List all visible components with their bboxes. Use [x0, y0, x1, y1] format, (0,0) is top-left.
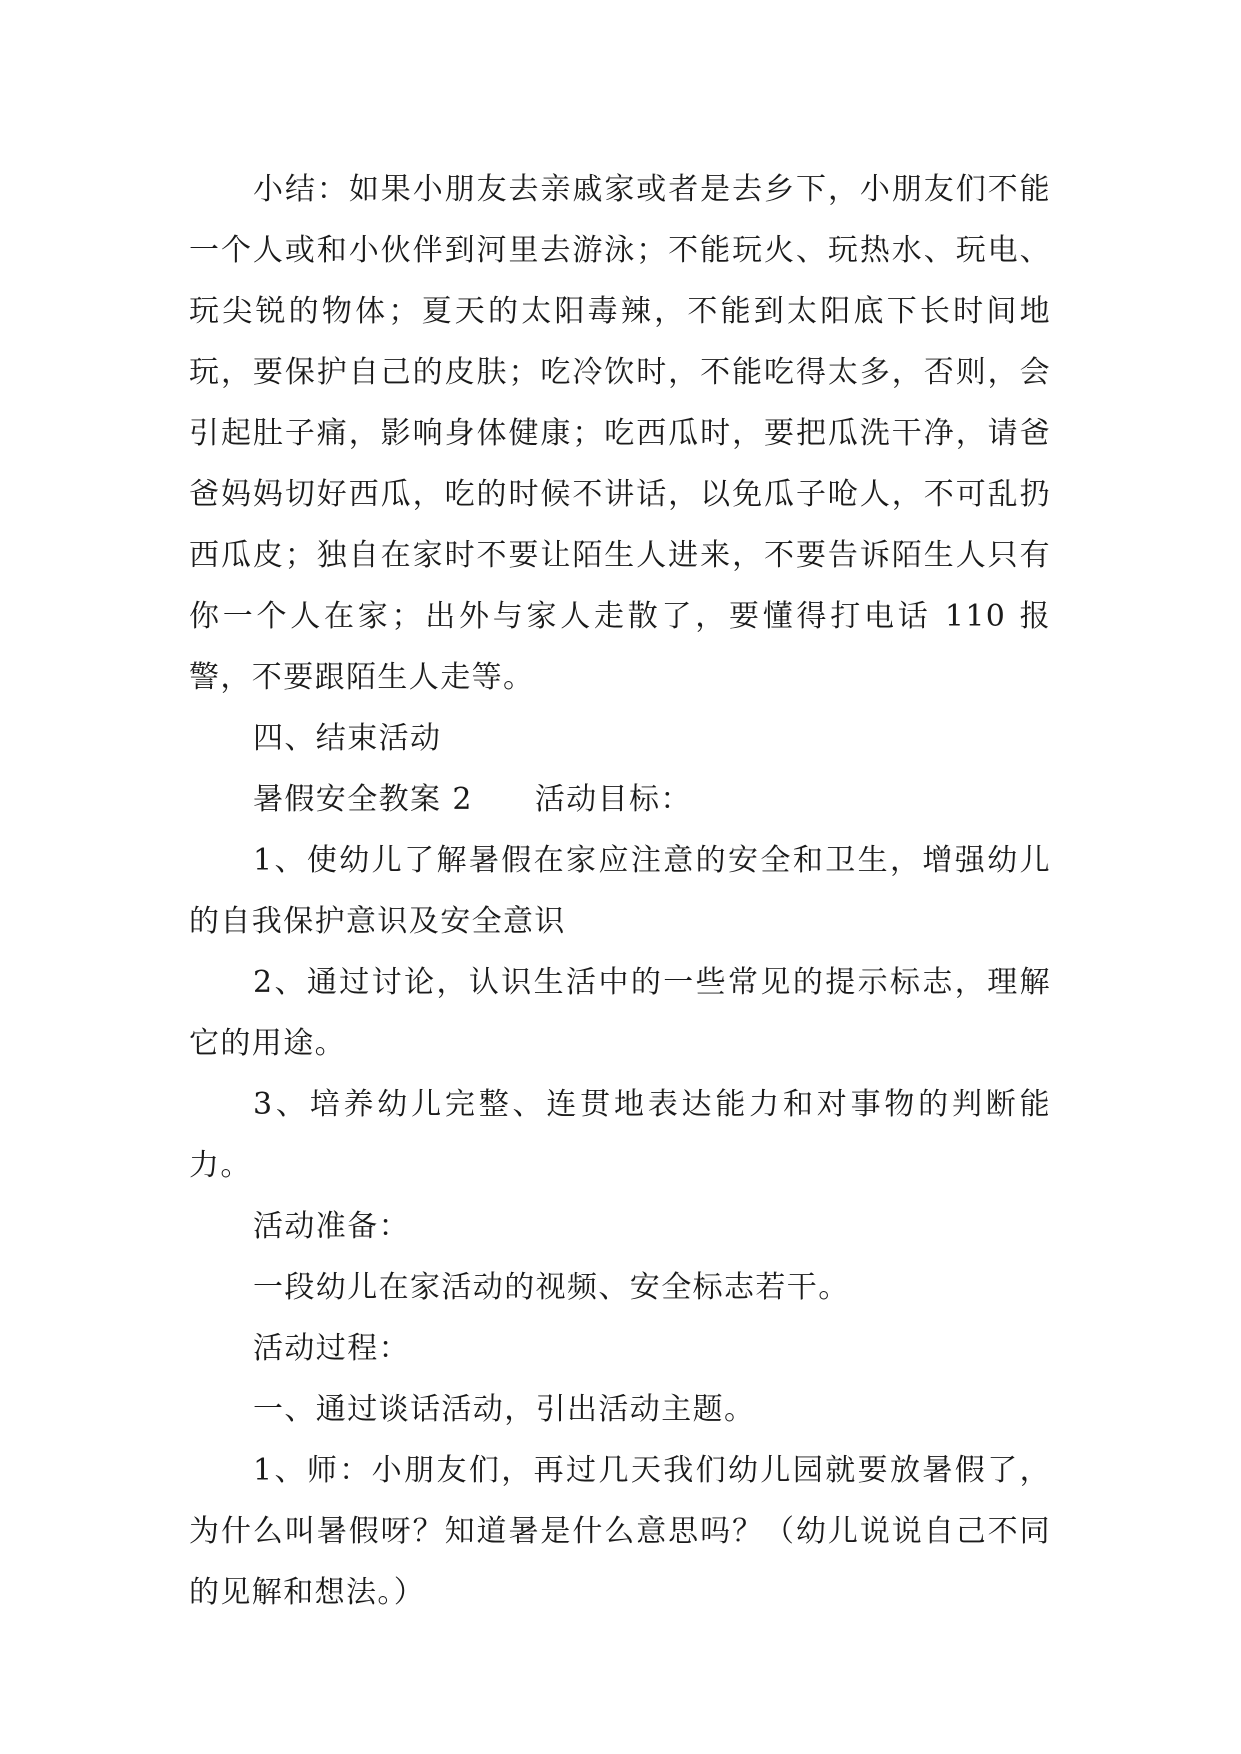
preparation-heading: 活动准备： [253, 1209, 410, 1244]
goal-item-1: 1、使幼儿了解暑假在家应注意的安全和卫生，增强幼儿的自我保护意识及安全意识 [189, 843, 1051, 939]
goal-item-2: 2、通过讨论，认识生活中的一些常见的提示标志，理解它的用途。 [189, 965, 1051, 1061]
lesson-title-line [189, 769, 1051, 830]
goal-item-3: 3、培养幼儿完整、连贯地表达能力和对事物的判断能力。 [189, 1087, 1051, 1183]
process-heading: 活动过程： [253, 1331, 410, 1366]
lesson-title: 暑假安全教案 2 [253, 782, 473, 817]
process-step-1: 1、师：小朋友们，再过几天我们幼儿园就要放暑假了，为什么叫暑假呀？知道暑是什么意思吗？（幼儿说说自己不同的见解和想法。） [189, 1453, 1051, 1610]
activity-goals-heading: 活动目标： [534, 782, 692, 817]
document-body [189, 159, 1051, 1623]
summary-paragraph: 小结：如果小朋友去亲戚家或者是去乡下，小朋友们不能一个人或和小伙伴到河里去游泳；不能玩火、玩热水、玩电、玩尖锐的物体；夏天的太阳毒辣，不能到太阳底下长时间地玩，要保护自己的皮肤；吃冷饮时，不能吃得太多，否则，会引起肚子痛，影响身体健康；吃西瓜时，要把瓜洗干净，请爸爸妈妈切好西瓜，吃的时候不讲话，以免瓜子呛人，不可乱扔西瓜皮；独自在家时不要让陌生人进来，不要告诉陌生人只有你一个人在家；出外与家人走散了，要懂得打电话 110 报警，不要跟陌生人走等。 [189, 172, 1051, 695]
preparation-text: 一段幼儿在家活动的视频、安全标志若干。 [253, 1270, 850, 1305]
section-heading-end-activity: 四、结束活动 [253, 721, 442, 756]
process-step-heading: 一、通过谈话活动，引出活动主题。 [253, 1392, 756, 1427]
